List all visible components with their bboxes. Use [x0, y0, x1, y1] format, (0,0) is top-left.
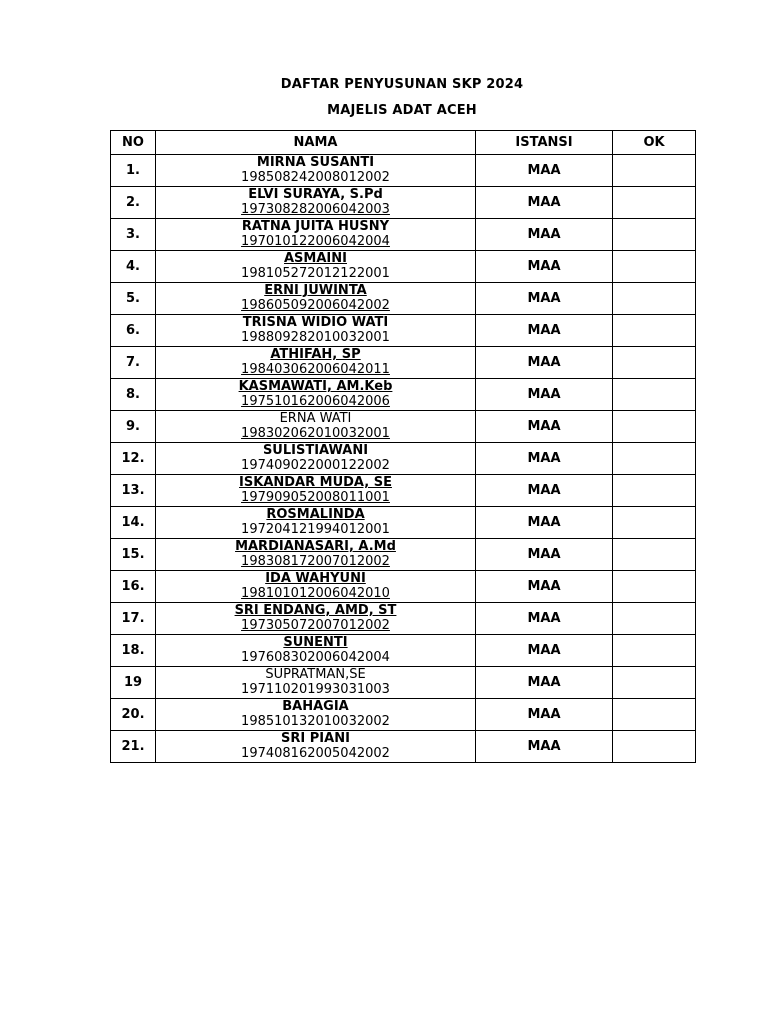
employee-name: ELVI SURAYA, S.Pd — [248, 187, 383, 202]
ok-cell — [613, 219, 696, 251]
ok-cell — [613, 347, 696, 379]
employee-name: TRISNA WIDIO WATI — [242, 315, 389, 330]
instansi-cell: MAA — [476, 411, 613, 443]
row-number: 2. — [111, 187, 156, 219]
employee-name: ERNA WATI — [279, 411, 352, 426]
row-number: 5. — [111, 283, 156, 315]
instansi-cell: MAA — [476, 315, 613, 347]
employee-name: KASMAWATI, AM.Keb — [238, 379, 393, 394]
instansi-cell: MAA — [476, 347, 613, 379]
employee-name: IDA WAHYUNI — [265, 571, 366, 586]
employee-name: SUPRATMAN,SE — [265, 667, 366, 682]
instansi-cell: MAA — [476, 219, 613, 251]
row-number: 6. — [111, 315, 156, 347]
employee-nip: 197305072007012002 — [241, 618, 390, 633]
row-number: 1. — [111, 155, 156, 187]
ok-cell — [613, 379, 696, 411]
ok-cell — [613, 699, 696, 731]
table-row — [111, 475, 696, 507]
instansi-cell: MAA — [476, 667, 613, 699]
employee-cell — [156, 411, 476, 443]
employee-name: SRI ENDANG, AMD, ST — [234, 603, 397, 618]
employee-nip: 197909052008011001 — [241, 490, 390, 505]
row-number: 14. — [111, 507, 156, 539]
row-number: 19 — [111, 667, 156, 699]
table-row — [111, 731, 696, 763]
employee-name: BAHAGIA — [282, 699, 349, 714]
row-number: 8. — [111, 379, 156, 411]
employee-nip: 198101012006042010 — [241, 586, 390, 601]
instansi-cell: MAA — [476, 603, 613, 635]
ok-cell — [613, 411, 696, 443]
employee-nip: 198510132010032002 — [241, 714, 390, 729]
table-row — [111, 635, 696, 667]
table-row — [111, 667, 696, 699]
employee-name: ATHIFAH, SP — [270, 347, 361, 362]
employee-cell — [156, 155, 476, 187]
employee-name: SRI PIANI — [281, 731, 350, 746]
ok-cell — [613, 539, 696, 571]
table-row — [111, 443, 696, 475]
employee-nip: 197510162006042006 — [241, 394, 390, 409]
employee-nip: 197608302006042004 — [241, 650, 390, 665]
employee-cell — [156, 251, 476, 283]
instansi-cell: MAA — [476, 187, 613, 219]
employee-cell — [156, 539, 476, 571]
table-row — [111, 539, 696, 571]
column-header-istansi: ISTANSI — [476, 131, 613, 155]
employee-nip: 198605092006042002 — [241, 298, 390, 313]
employee-cell — [156, 315, 476, 347]
ok-cell — [613, 603, 696, 635]
row-number: 9. — [111, 411, 156, 443]
employee-cell — [156, 379, 476, 411]
table-row — [111, 603, 696, 635]
employee-nip: 197110201993031003 — [241, 682, 390, 697]
instansi-cell: MAA — [476, 571, 613, 603]
employee-name: ASMAINI — [284, 251, 347, 266]
employee-name: MARDIANASARI, A.Md — [235, 539, 396, 554]
table-header-row — [111, 131, 696, 155]
employee-cell — [156, 635, 476, 667]
table-row — [111, 571, 696, 603]
table-row — [111, 155, 696, 187]
employee-name: ISKANDAR MUDA, SE — [239, 475, 392, 490]
employee-cell — [156, 347, 476, 379]
row-number: 21. — [111, 731, 156, 763]
employee-nip: 198308172007012002 — [241, 554, 390, 569]
table-row — [111, 283, 696, 315]
table-row — [111, 507, 696, 539]
table-row — [111, 187, 696, 219]
employee-cell — [156, 443, 476, 475]
table-row — [111, 379, 696, 411]
employee-cell — [156, 283, 476, 315]
ok-cell — [613, 507, 696, 539]
instansi-cell: MAA — [476, 539, 613, 571]
row-number: 4. — [111, 251, 156, 283]
ok-cell — [613, 187, 696, 219]
instansi-cell: MAA — [476, 251, 613, 283]
instansi-cell: MAA — [476, 699, 613, 731]
column-header-nama: NAMA — [156, 131, 476, 155]
employee-nip: 198809282010032001 — [241, 330, 390, 345]
ok-cell — [613, 283, 696, 315]
employee-nip: 198105272012122001 — [241, 266, 390, 281]
employee-nip: 197204121994012001 — [241, 522, 390, 537]
instansi-cell: MAA — [476, 283, 613, 315]
employee-name: SULISTIAWANI — [262, 443, 369, 458]
employee-cell — [156, 667, 476, 699]
employee-name: MIRNA SUSANTI — [256, 155, 375, 170]
employee-name: ERNI JUWINTA — [264, 283, 367, 298]
employee-name: ROSMALINDA — [266, 507, 365, 522]
instansi-cell: MAA — [476, 731, 613, 763]
employee-name: SUNENTI — [283, 635, 348, 650]
employee-cell — [156, 731, 476, 763]
table-row — [111, 219, 696, 251]
ok-cell — [613, 443, 696, 475]
ok-cell — [613, 635, 696, 667]
employee-cell — [156, 507, 476, 539]
employee-name: RATNA JUITA HUSNY — [241, 219, 390, 234]
ok-cell — [613, 155, 696, 187]
row-number: 12. — [111, 443, 156, 475]
employee-cell — [156, 699, 476, 731]
ok-cell — [613, 667, 696, 699]
ok-cell — [613, 315, 696, 347]
row-number: 15. — [111, 539, 156, 571]
table-row — [111, 699, 696, 731]
employee-nip: 198403062006042011 — [241, 362, 390, 377]
employee-cell — [156, 603, 476, 635]
instansi-cell: MAA — [476, 635, 613, 667]
instansi-cell: MAA — [476, 475, 613, 507]
ok-cell — [613, 475, 696, 507]
employee-nip: 198302062010032001 — [241, 426, 390, 441]
column-header-ok: OK — [613, 131, 696, 155]
employee-nip: 197010122006042004 — [241, 234, 390, 249]
row-number: 3. — [111, 219, 156, 251]
document-title: DAFTAR PENYUSUNAN SKP 2024 — [280, 77, 524, 92]
document-subtitle: MAJELIS ADAT ACEH — [327, 103, 477, 118]
row-number: 17. — [111, 603, 156, 635]
employee-table — [110, 130, 696, 763]
employee-nip: 197409022000122002 — [241, 458, 390, 473]
ok-cell — [613, 731, 696, 763]
ok-cell — [613, 571, 696, 603]
column-header-no: NO — [111, 131, 156, 155]
row-number: 7. — [111, 347, 156, 379]
instansi-cell: MAA — [476, 155, 613, 187]
instansi-cell: MAA — [476, 443, 613, 475]
employee-cell — [156, 475, 476, 507]
table-row — [111, 347, 696, 379]
ok-cell — [613, 251, 696, 283]
row-number: 13. — [111, 475, 156, 507]
table-row — [111, 315, 696, 347]
employee-cell — [156, 187, 476, 219]
table-row — [111, 411, 696, 443]
employee-cell — [156, 571, 476, 603]
employee-cell — [156, 219, 476, 251]
employee-nip: 198508242008012002 — [241, 170, 390, 185]
row-number: 18. — [111, 635, 156, 667]
employee-nip: 197308282006042003 — [241, 202, 390, 217]
row-number: 20. — [111, 699, 156, 731]
instansi-cell: MAA — [476, 507, 613, 539]
table-row — [111, 251, 696, 283]
row-number: 16. — [111, 571, 156, 603]
instansi-cell: MAA — [476, 379, 613, 411]
table-body — [111, 155, 696, 763]
employee-nip: 197408162005042002 — [241, 746, 390, 761]
